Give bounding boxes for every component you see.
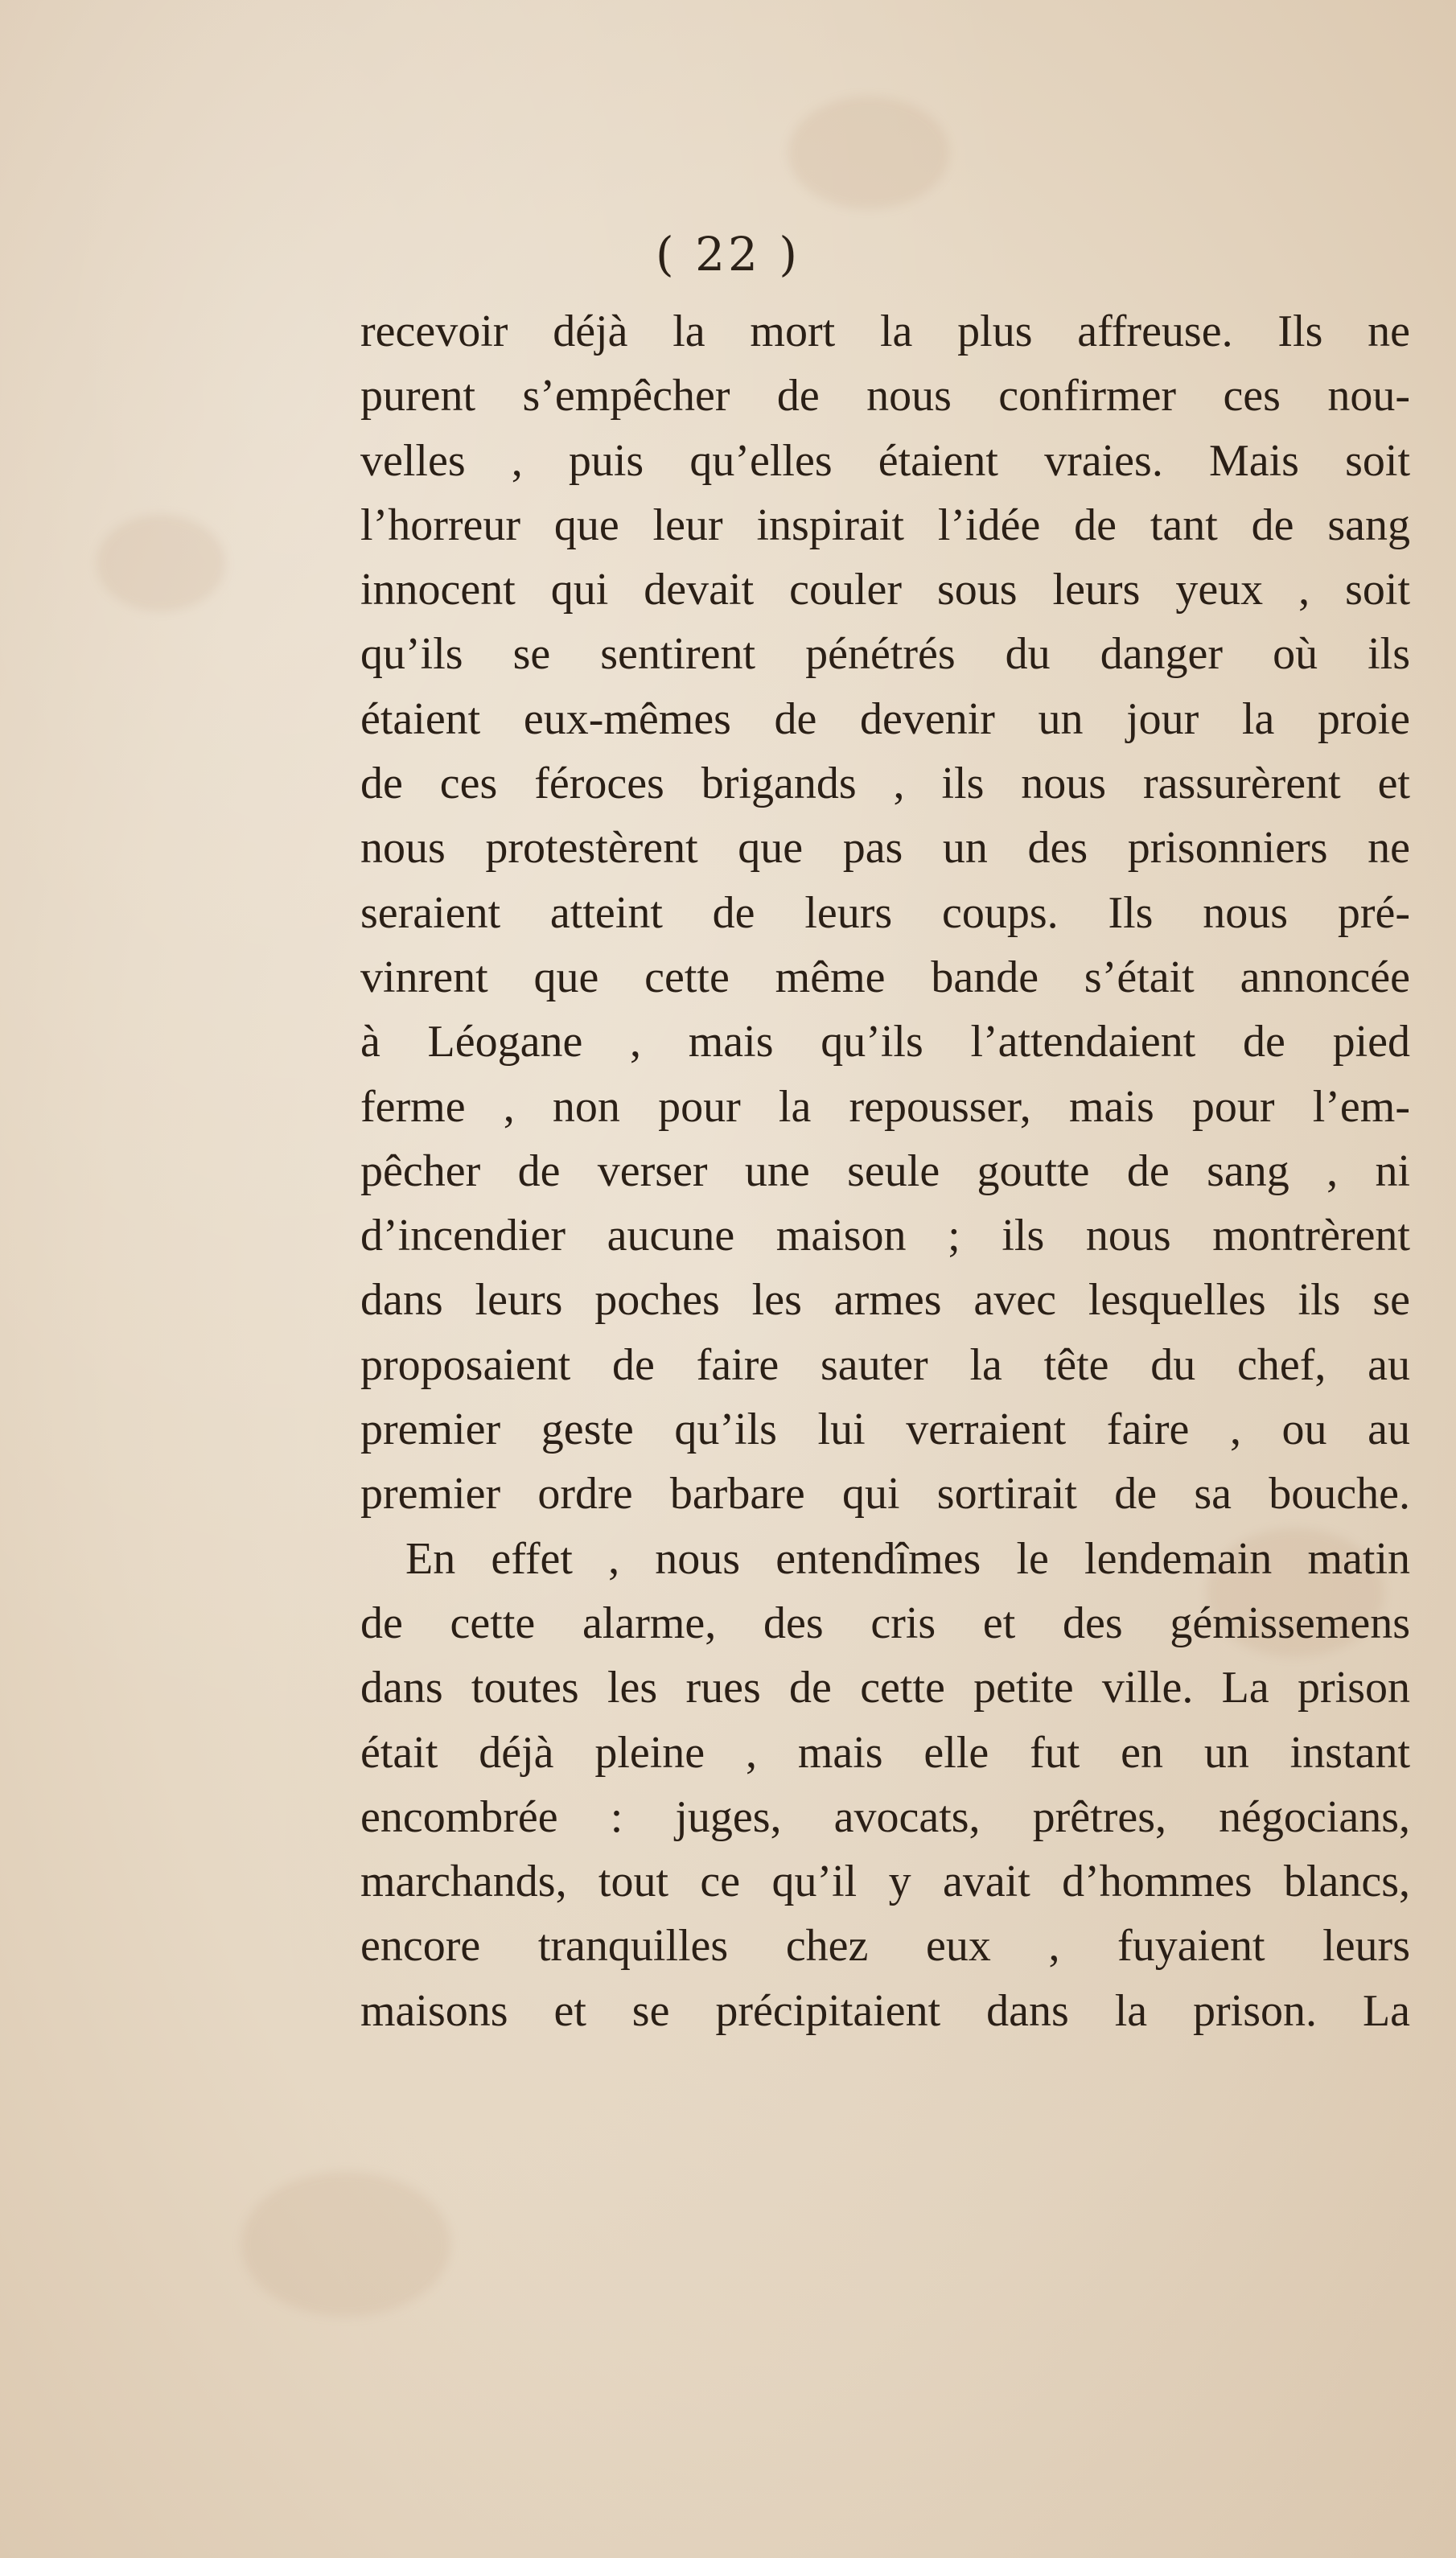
paper-stain <box>97 515 225 611</box>
paragraph-start-line: En effet , nous entendîmes le lendemain matin <box>405 1533 1410 1584</box>
text-line: innocent qui devait couler sous leurs yeux , soit <box>360 565 1410 615</box>
text-line: maisons et se précipitaient dans la prison. La <box>360 1985 1410 2036</box>
text-line: velles , puis qu’elles étaient vraies. Mais soit <box>360 435 1410 486</box>
text-line: vinrent que cette même bande s’était annoncée <box>360 952 1410 1002</box>
text-line: nous protestèrent que pas un des prisonniers ne <box>360 823 1410 874</box>
text-line: premier geste qu’ils lui verraient faire , ou au <box>360 1404 1410 1455</box>
text-line: encombrée : juges, avocats, prêtres, négocians, <box>360 1791 1410 1842</box>
text-line: l’horreur que leur inspirait l’idée de tant de sang <box>360 500 1410 550</box>
paper-stain <box>241 2172 450 2317</box>
text-line: proposaient de faire sauter la tête du chef, au <box>360 1339 1410 1390</box>
text-line: étaient eux-mêmes de devenir un jour la proie <box>360 693 1410 744</box>
text-line: marchands, tout ce qu’il y avait d’hommes blancs, <box>360 1857 1410 1907</box>
text-line: dans leurs poches les armes avec lesquelles ils se <box>360 1275 1410 1326</box>
text-line: ferme , non pour la repousser, mais pour l’em- <box>360 1081 1410 1132</box>
page-number: ( 22 ) <box>656 227 800 282</box>
text-line: purent s’empêcher de nous confirmer ces nou- <box>360 371 1410 422</box>
text-line: encore tranquilles chez eux , fuyaient leurs <box>360 1921 1410 1972</box>
text-line: qu’ils se sentirent pénétrés du danger où ils <box>360 629 1410 680</box>
text-line: était déjà pleine , mais elle fut en un instant <box>360 1727 1410 1778</box>
text-line: à Léogane , mais qu’ils l’attendaient de pied <box>360 1017 1410 1067</box>
text-line: recevoir déjà la mort la plus affreuse. Ils ne <box>360 306 1410 356</box>
text-line: de cette alarme, des cris et des gémissemens <box>360 1598 1410 1648</box>
text-line: pêcher de verser une seule goutte de sang , ni <box>360 1145 1410 1196</box>
text-line: premier ordre barbare qui sortirait de sa bouche. <box>360 1469 1410 1520</box>
text-line: dans toutes les rues de cette petite ville. La prison <box>360 1663 1410 1713</box>
text-line: seraient atteint de leurs coups. Ils nous pré- <box>360 887 1410 938</box>
paper-stain <box>788 97 949 209</box>
text-line: de ces féroces brigands , ils nous rassurèrent et <box>360 759 1410 809</box>
body-text <box>360 299 1410 2043</box>
text-line: d’incendier aucune maison ; ils nous montrèrent <box>360 1211 1410 1261</box>
